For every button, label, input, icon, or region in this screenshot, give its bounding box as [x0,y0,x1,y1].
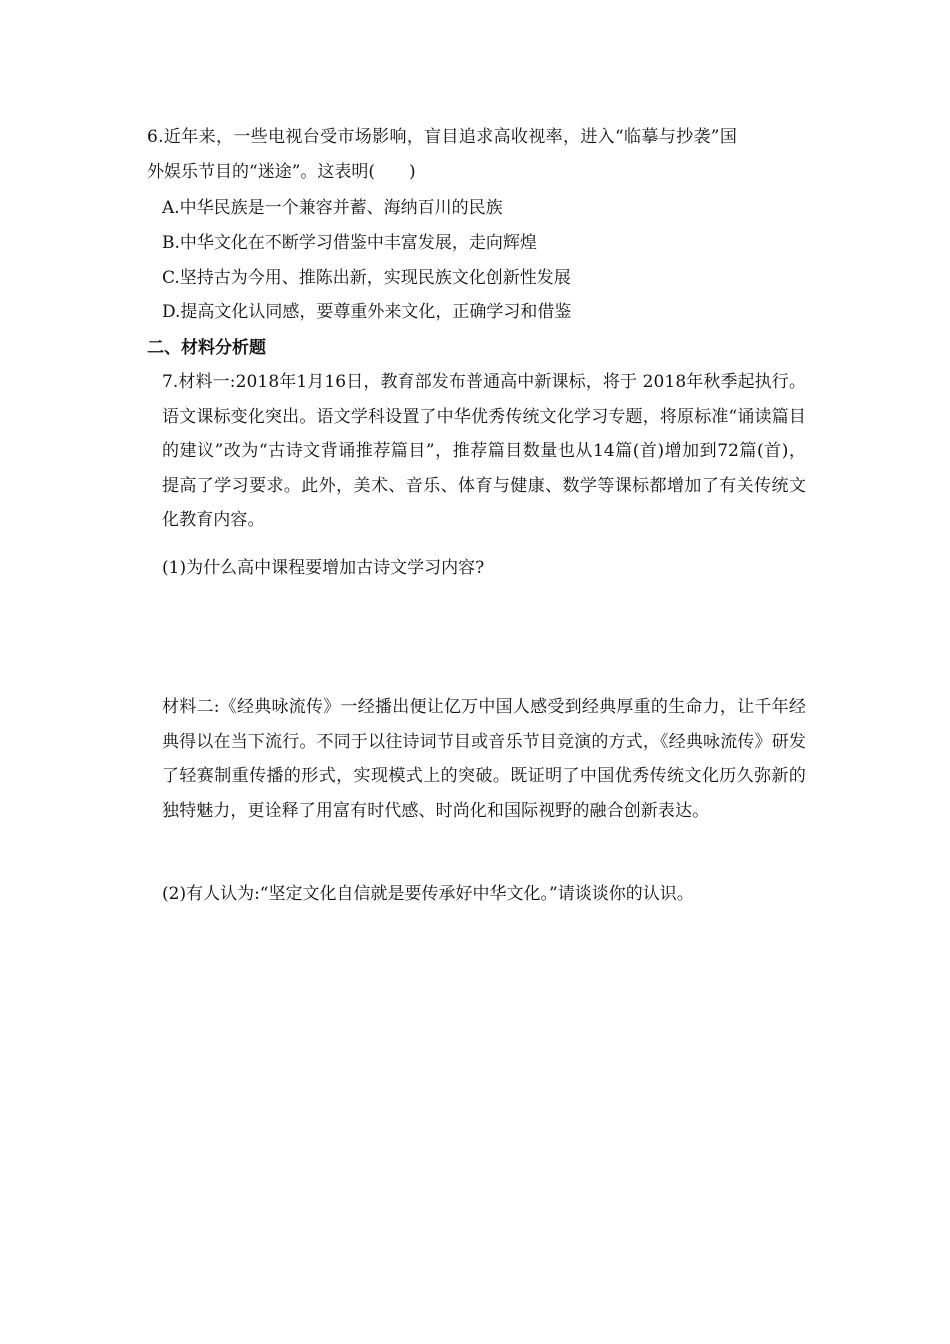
question-6-stem-line-2 [147,160,416,184]
option-b: B.中华文化在不断学习借鉴中丰富发展，走向辉煌 [162,233,537,253]
sub-question-2: (2)有人认为:“坚定文化自信就是要传承好中华文化。”请谈谈你的认识。 [162,884,694,904]
option-c: C.坚持古为今用、推陈出新，实现民族文化创新性发展 [162,268,571,288]
option-d: D.提高文化认同感，要尊重外来文化，正确学习和借鉴 [162,302,572,322]
question-6-stem-close: ) [409,162,416,182]
material-1-paragraph: 7.材料一:2018年1月16日，教育部发布普通高中新课标，将于 2018年秋季起执行。语文课标变化突出。语文学科设置了中华优秀传统文化学习专题，将原标准“诵读篇目的建议”改为“古诗文背诵推荐篇目”，推荐篇目数量也从14篇(首)增加到72篇(首)，提高了学习要求。此外，美术、音乐、体育与健康、数学等课标都增加了有关传统文化教育内容。 [162,372,806,531]
question-6-stem-text: 外娱乐节目的“迷途”。这表明( [147,162,376,182]
section-title: 二、材料分析题 [147,338,266,358]
question-6-stem-line-1: 6.近年来，一些电视台受市场影响，盲目追求高收视率，进入“临摹与抄袭”国 [147,127,738,147]
option-a: A.中华民族是一个兼容并蓄、海纳百川的民族 [162,198,503,218]
sub-question-1: (1)为什么高中课程要增加古诗文学习内容? [162,558,485,578]
material-2-paragraph: 材料二:《经典咏流传》一经播出便让亿万中国人感受到经典厚重的生命力，让千年经典得以在当下流行。不同于以往诗词节目或音乐节目竞演的方式，《经典咏流传》研发了轻赛制重传播的形式，实现模式上的突破。既证明了中国优秀传统文化历久弥新的独特魅力，更诠释了用富有时代感、时尚化和国际视野的融合创新表达。 [162,697,806,821]
